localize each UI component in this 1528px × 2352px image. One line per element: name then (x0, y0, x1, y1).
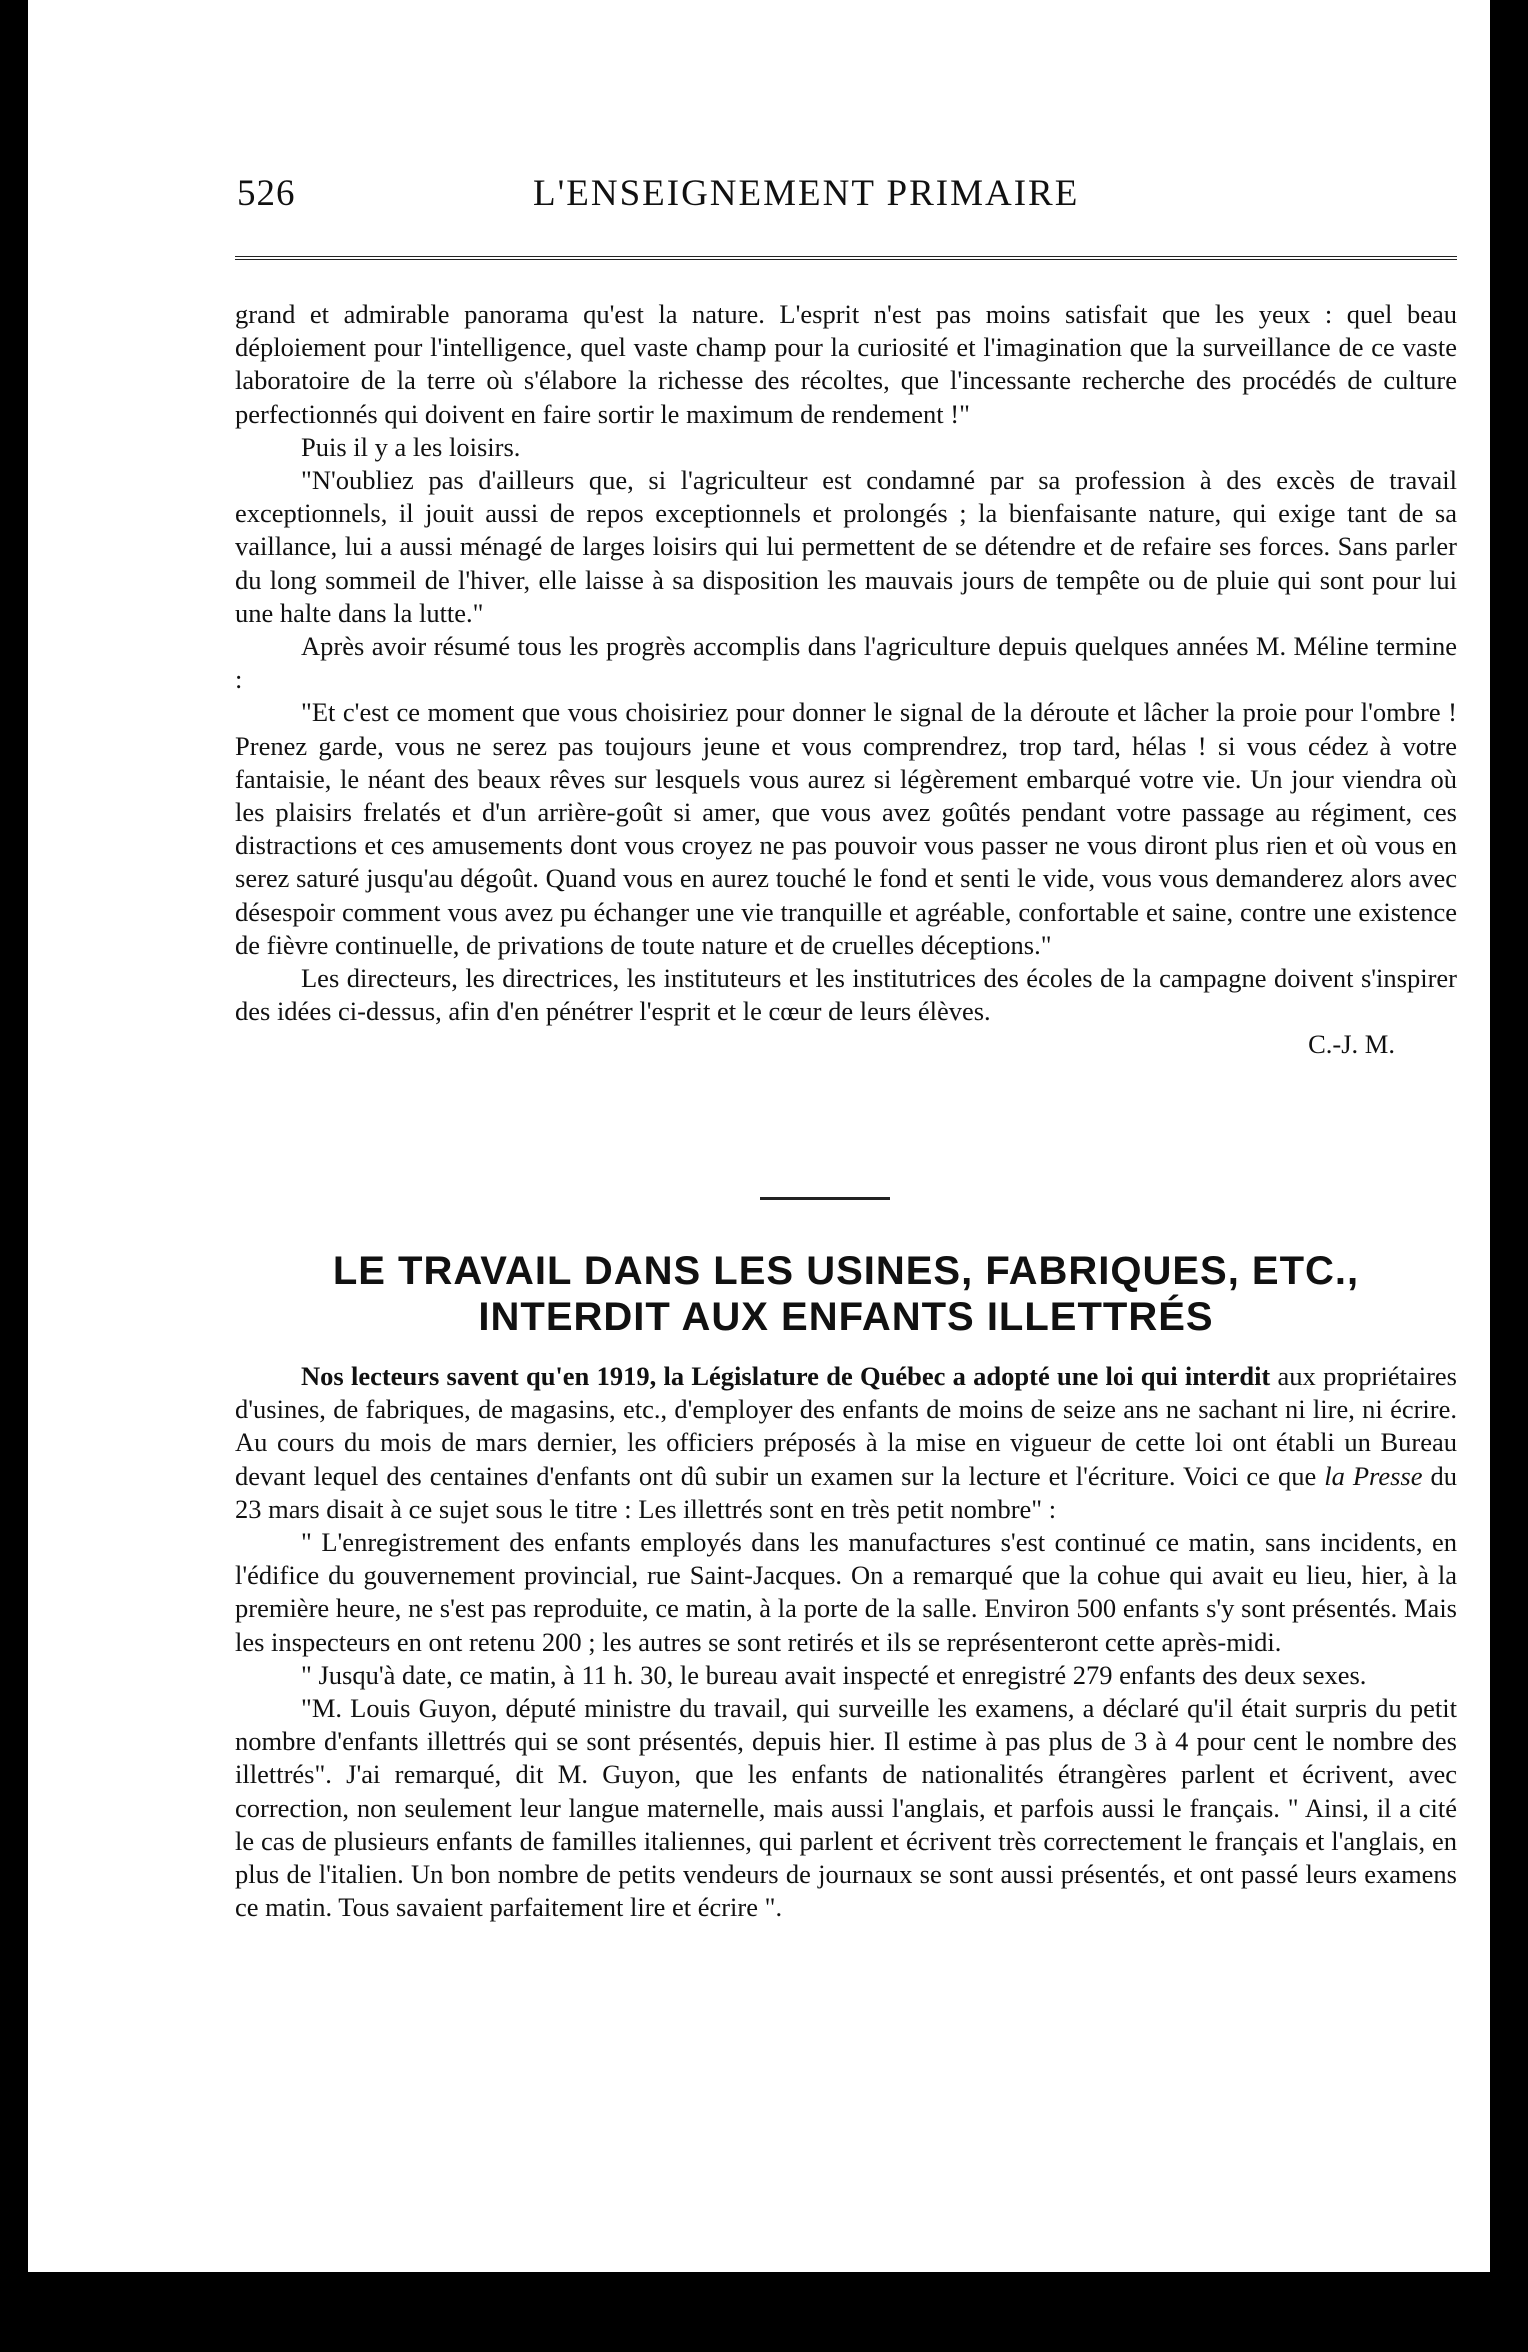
lead-bold: Nos lecteurs savent qu'en 1919, la Législature de Québec a adopté une loi qui interdit (301, 1361, 1271, 1391)
paragraph: " L'enregistrement des enfants employés dans les manufactures s'est continué ce matin, sans incidents, en l'édifice du gouvernement provincial, rue Saint-Jacques. On a remarqué que la cohue qui avait eu lieu, hier, à la première heure, ne s'est pas reproduite, ce matin, à la porte de la salle. Environ 500 enfants s'y sont présentés. Mais les inspecteurs en ont retenu 200 ; les autres se sont retirés et ils se représenteront cette après-midi. (235, 1527, 1457, 1657)
document-page (28, 0, 1490, 2272)
paragraph: " Jusqu'à date, ce matin, à 11 h. 30, le bureau avait inspecté et enregistré 279 enfants des deux sexes. (301, 1659, 1367, 1690)
lead-text: aux propriétaires d'usines, de fabriques, de magasins, etc., d'employer des enfants de moins de seize ans ne sachant ni lire, ni écrire. Au cours du mois de mars dernier, les officiers préposés à la mise en vigueur de cette loi ont établi un Bureau devant lequel des centaines d'enfants ont dû subir un examen sur la lecture et l'écriture. Voici ce que (235, 1361, 1457, 1491)
running-title: L'ENSEIGNEMENT PRIMAIRE (533, 173, 1080, 214)
title-line-2: INTERDIT AUX ENFANTS ILLETTRÉS (478, 1295, 1214, 1339)
lead-end: du 23 mars disait à ce sujet sous le titre : Les illettrés sont en très petit nombre" : (235, 1460, 1457, 1524)
paragraph: grand et admirable panorama qu'est la nature. L'esprit n'est pas moins satisfait que les yeux : quel beau déploiement pour l'intelligence, quel vaste champ pour la curiosité et l'imagination que la surveillance de ce vaste laboratoire de la terre où s'élabore la richesse des récoltes, que l'incessante recherche des procédés de culture perfectionnés qui doivent en faire sortir le maximum de rendement !" (235, 299, 1457, 429)
lead-paragraph (235, 1360, 1457, 1526)
signature: C.-J. M. (1308, 1029, 1395, 1060)
paragraph: Puis il y a les loisirs. (301, 431, 521, 462)
page-header (28, 172, 1490, 222)
article-title (235, 1248, 1457, 1340)
paragraph: Les directeurs, les directrices, les instituteurs et les institutrices des écoles de la campagne doivent s'inspirer des idées ci-dessus, afin d'en pénétrer l'esprit et le cœur de leurs élèves. (235, 963, 1457, 1027)
paragraph: "M. Louis Guyon, député ministre du travail, qui surveille les examens, a déclaré qu'il était surpris du petit nombre d'enfants illettrés qui se sont présentés, depuis hier. Il estime à pas plus de 3 à 4 pour cent le nombre des illettrés". J'ai remarqué, dit M. Guyon, que les enfants de nationalités étrangères parlent et écrivent, avec correction, non seulement leur langue maternelle, mais aussi l'anglais, et parfois aussi le français. " Ainsi, il a cité le cas de plusieurs enfants de familles italiennes, qui parlent et écrivent très correctement le français et l'anglais, en plus de l'italien. Un bon nombre de petits vendeurs de journaux se sont aussi présentés, et ont passé leurs examens ce matin. Tous savaient parfaitement lire et écrire ". (235, 1693, 1457, 1923)
article-body (235, 1360, 1457, 1924)
paragraph: "N'oubliez pas d'ailleurs que, si l'agriculteur est condamné par sa profession à des excès de travail exceptionnels, il jouit aussi de repos exceptionnels et prolongés ; la bienfaisante nature, qui exige tant de sa vaillance, lui a aussi ménagé de larges loisirs qui lui permettent de se détendre et de refaire ses forces. Sans parler du long sommeil de l'hiver, elle laisse à sa disposition les mauvais jours de tempête ou de pluie qui sont pour lui une halte dans la lutte." (235, 465, 1457, 628)
paragraph: Après avoir résumé tous les progrès accomplis dans l'agriculture depuis quelques années M. Méline termine : (235, 631, 1457, 695)
page-number: 526 (237, 173, 296, 214)
title-line-1: LE TRAVAIL DANS LES USINES, FABRIQUES, ETC., (332, 1249, 1360, 1293)
paragraph: "Et c'est ce moment que vous choisiriez pour donner le signal de la déroute et lâcher la proie pour l'ombre ! Prenez garde, vous ne serez pas toujours jeune et vous comprendrez, trop tard, hélas ! si vous cédez à votre fantaisie, le néant des beaux rêves sur lesquels vous aurez si légèrement embarqué votre vie. Un jour viendra où les plaisirs frelatés et d'un arrière-goût si amer, que vous avez goûtés pendant votre passage au régiment, ces distractions et ces amusements dont vous croyez ne pas pouvoir vous passer ne vous diront plus rien et où vous en serez saturé jusqu'au dégoût. Quand vous en aurez touché le fond et senti le vide, vous vous demanderez alors avec désespoir comment vous avez pu échanger une vie tranquille et agréable, confortable et saine, contre une existence de fièvre continuelle, de privations de toute nature et de cruelles déceptions." (235, 697, 1457, 960)
newspaper-name: la Presse (1324, 1460, 1423, 1491)
article-continuation (235, 298, 1457, 1062)
section-separator (760, 1197, 890, 1200)
header-rule (235, 256, 1457, 263)
